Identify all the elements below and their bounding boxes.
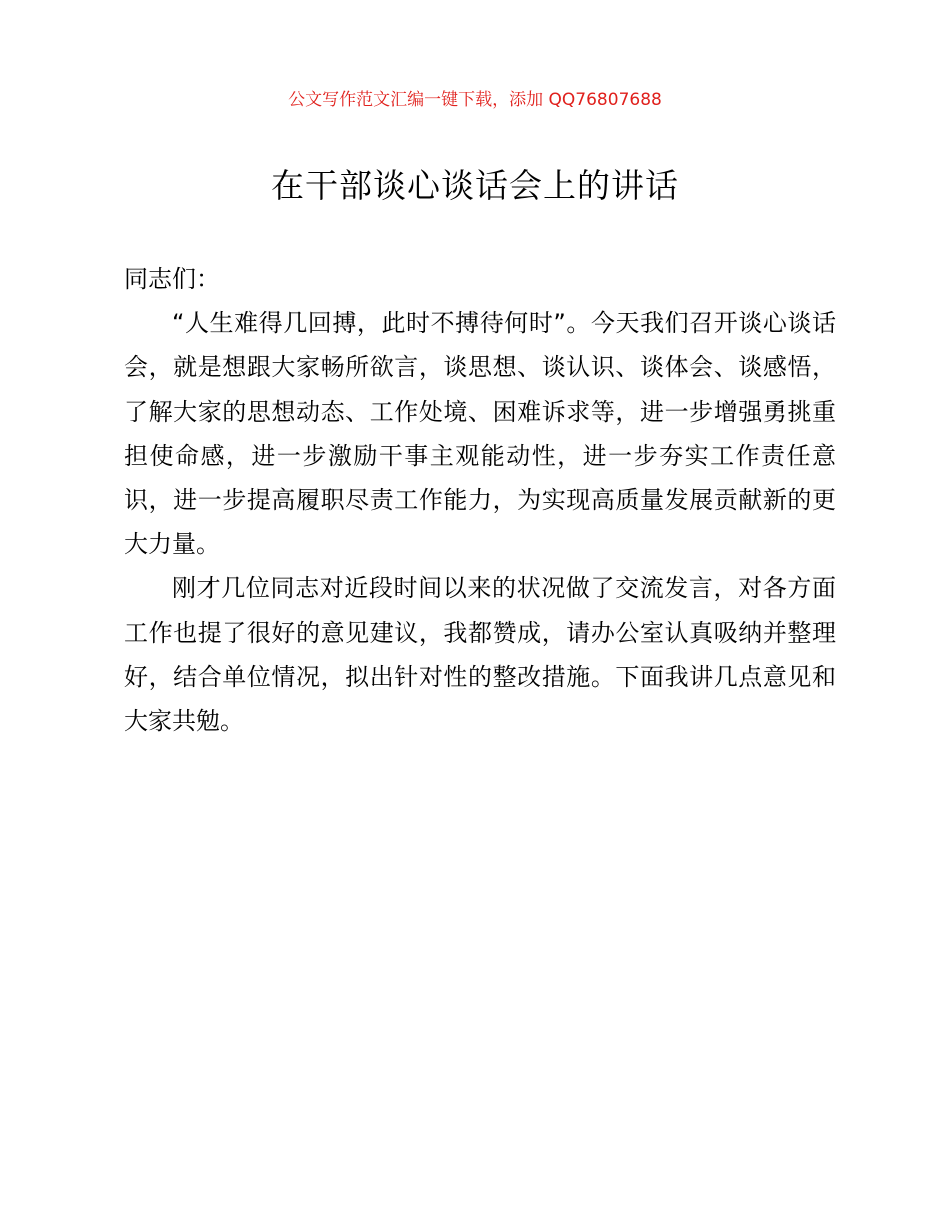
paragraph-2: 刚才几位同志对近段时间以来的状况做了交流发言，对各方面工作也提了很好的意见建议，我都赞成，请办公室认真吸纳并整理好，结合单位情况，拟出针对性的整改措施。下面我讲几点意见和大家共勉。: [124, 574, 836, 736]
document-title: 在干部谈心谈话会上的讲话: [271, 166, 679, 205]
paragraph-1: “人生难得几回搏，此时不搏待何时”。今天我们召开谈心谈话会，就是想跟大家畅所欲言，谈思想、谈认识、谈体会、谈感悟，了解大家的思想动态、工作处境、困难诉求等，进一步增强勇挑重担使命感，进一步激励干事主观能动性，进一步夯实工作责任意识，进一步提高履职尽责工作能力，为实现高质量发展贡献新的更大力量。: [124, 309, 836, 559]
header-download-note: 公文写作范文汇编一键下载，添加 QQ76807688: [288, 90, 662, 110]
salutation: 同志们：: [124, 265, 220, 293]
document-body: [124, 257, 836, 743]
